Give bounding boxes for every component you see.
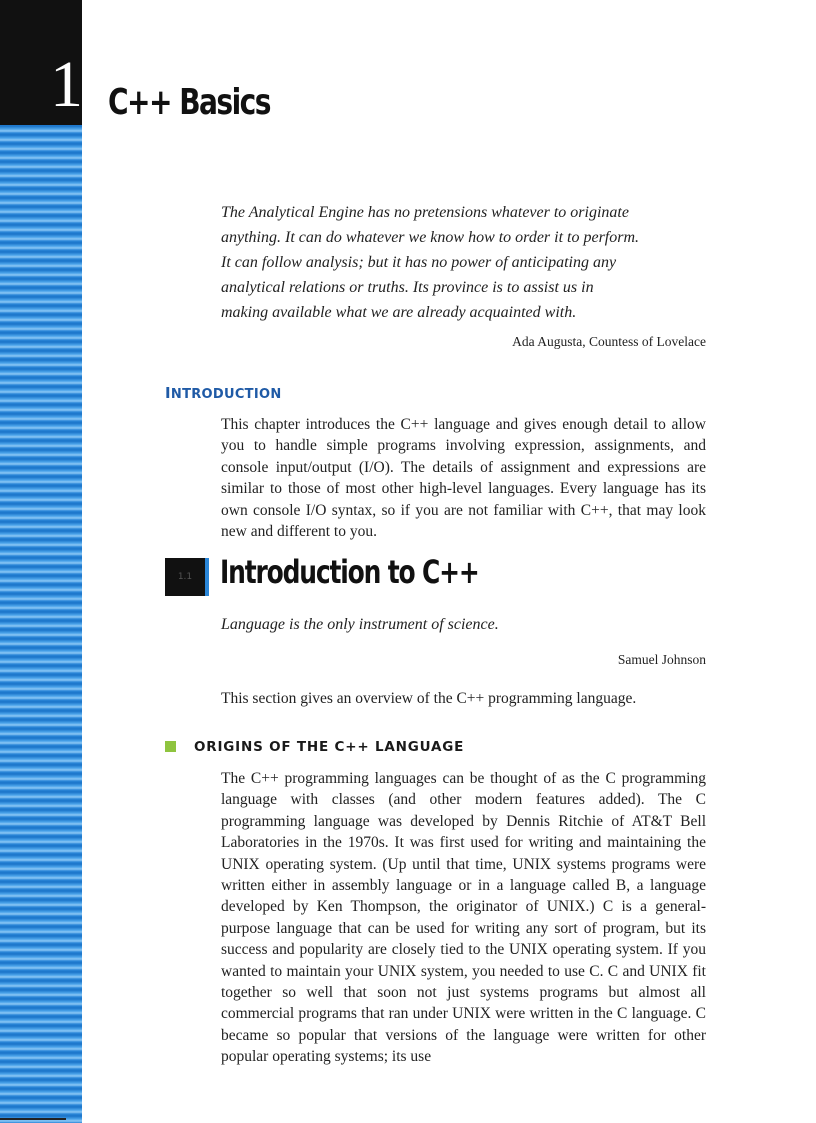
introduction-heading-cap: I [165, 384, 171, 402]
chapter-title: C++ Basics [108, 82, 270, 123]
section-number-box [165, 558, 209, 596]
epigraph-quote: The Analytical Engine has no pretensions whatever to originate anything. It can do whatever we know how to order it to perform. It can follow analysis; but it has no power of anticipating any analytical relations or truths. Its province is to assist us in making available what we are already acquainted with. [221, 204, 640, 321]
section-accent-bar [205, 558, 209, 596]
side-band [0, 0, 82, 1123]
epigraph-attribution: Ada Augusta, Countess of Lovelace [512, 334, 706, 349]
section-title: Introduction to C++ [220, 553, 479, 591]
section-epigraph-attribution: Samuel Johnson [617, 652, 706, 667]
introduction-heading-rest: NTRODUCTION [170, 387, 282, 402]
section-overview-paragraph: This section gives an overview of the C++ programming language. [221, 690, 637, 707]
origins-heading: ORIGINS OF THE C++ LANGUAGE [194, 739, 465, 755]
page-foot-rule [0, 1118, 66, 1120]
subheading-marker-icon [165, 741, 176, 752]
section-number: 1.1 [165, 558, 205, 596]
chapter-number-block [0, 0, 82, 125]
origins-paragraph: The C++ programming languages can be thought of as the C programming language with classes (and other modern features added). The C programming language was developed by Dennis Ritchie of AT&T Bell Laboratories in the 1970s. It was first used for writing and maintaining the UNIX operating system. (Up until that time, UNIX systems programs were written either in assembly language or in a language called B, a language developed by Ken Thompson, the originator of UNIX.) C is a general-purpose language that can be used for writing any sort of program, but its success and popularity are closely tied to the UNIX operating system. If you wanted to maintain your UNIX system, you needed to use C. C and UNIX fit together so well that soon not just systems programs but almost all commercial programs that ran under UNIX were written in the C language. C became so popular that versions of the language were written for other popular operating systems; its use [221, 770, 706, 1066]
introduction-heading [165, 384, 282, 402]
chapter-number: 1 [50, 48, 83, 121]
section-epigraph-quote: Language is the only instrument of science. [221, 616, 499, 633]
introduction-paragraph: This chapter introduces the C++ language and gives enough detail to allow you to handle simple programs involving expression, assignments, and console input/output (I/O). The details of assignment and expressions are similar to those of most other high-level languages. Every language has its own console I/O syntax, so if you are not familiar with C++, that may look new and different to you. [221, 416, 706, 541]
